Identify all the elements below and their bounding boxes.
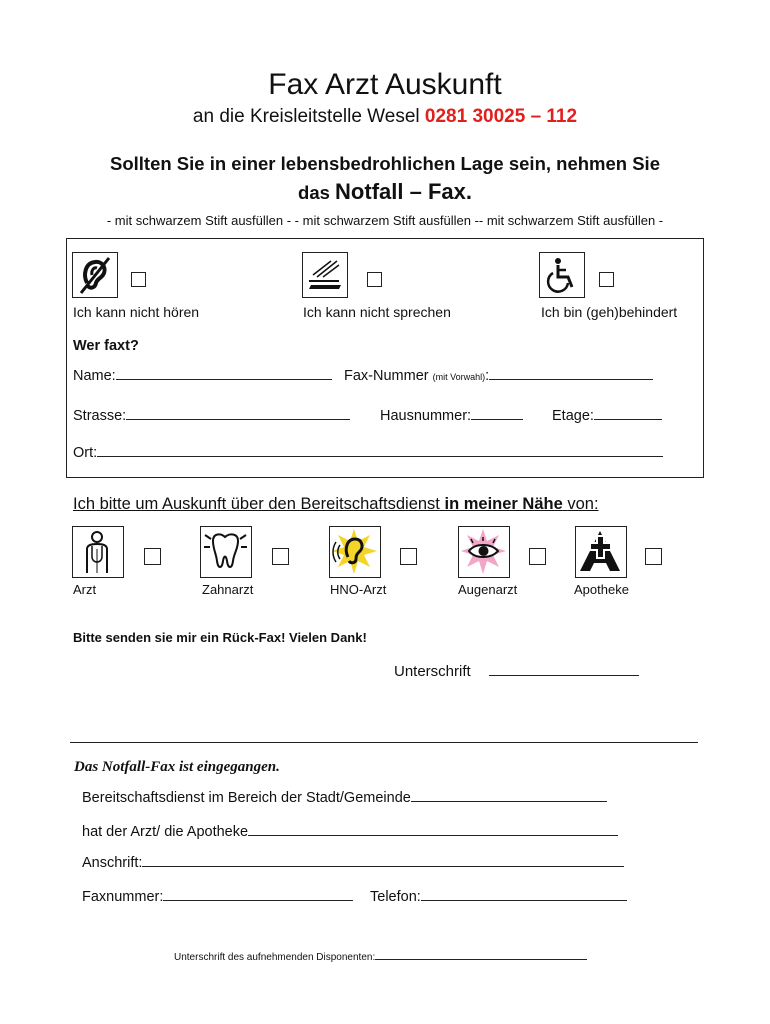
- subtitle-prefix: an die Kreisleitstelle Wesel: [192, 106, 420, 127]
- reply-text: Bitte senden sie mir ein Rück-Fax! Vielen Dank!: [73, 630, 367, 645]
- warning-big: Notfall – Fax: [335, 179, 466, 204]
- page-subtitle: [0, 106, 770, 128]
- sender-fax-field[interactable]: [344, 366, 653, 384]
- hearing-label: Ich kann nicht hören: [73, 304, 200, 320]
- sender-fax-colon: :: [485, 368, 490, 384]
- tooth-label: Zahnarzt: [202, 582, 254, 597]
- warning-line2: [40, 178, 730, 207]
- name-line[interactable]: [116, 366, 332, 380]
- house-field[interactable]: [380, 406, 523, 424]
- divider: [70, 742, 698, 743]
- ear-label: HNO-Arzt: [330, 582, 387, 597]
- name-field[interactable]: [73, 366, 332, 384]
- hearing-impaired-icon: [72, 252, 118, 298]
- signature-field[interactable]: [394, 662, 639, 680]
- address-line[interactable]: [142, 853, 624, 867]
- address-field[interactable]: [82, 853, 624, 871]
- dispatcher-line[interactable]: [375, 950, 587, 960]
- speech-label: Ich kann nicht sprechen: [303, 304, 451, 320]
- street-field[interactable]: [73, 406, 350, 424]
- dispatcher-field[interactable]: [174, 950, 587, 963]
- tooth-icon: [200, 526, 252, 578]
- service-area-line[interactable]: [411, 788, 607, 802]
- eye-label: Augenarzt: [458, 582, 518, 597]
- phone-label: Telefon:: [370, 889, 421, 905]
- pharmacy-label: Apotheke: [574, 582, 629, 597]
- city-field[interactable]: [73, 443, 663, 461]
- request-heading: [73, 495, 599, 514]
- doctor-icon: [72, 526, 124, 578]
- floor-label: Etage:: [552, 408, 594, 424]
- office-fax-line[interactable]: [163, 887, 353, 901]
- city-line[interactable]: [97, 443, 663, 457]
- warning-line1: Sollten Sie in einer lebensbedrohlichen Lage sein, nehmen Sie: [109, 153, 660, 174]
- eye-icon: [458, 526, 510, 578]
- received-heading: Das Notfall-Fax ist eingegangen.: [74, 759, 280, 775]
- request-prefix: Ich bitte um Auskunft über den Bereitschaftsdienst: [73, 495, 440, 513]
- sender-fax-line[interactable]: [489, 366, 653, 380]
- pharmacy-icon: [575, 526, 627, 578]
- ear-icon: [329, 526, 381, 578]
- service-area-label: Bereitschaftsdienst im Bereich der Stadt/Gemeinde: [82, 790, 411, 806]
- wheelchair-checkbox[interactable]: [599, 272, 614, 287]
- phone-field[interactable]: [370, 887, 627, 905]
- request-bold: in meiner Nähe: [444, 495, 563, 513]
- doctor-assigned-label: hat der Arzt/ die Apotheke: [82, 824, 249, 840]
- street-label: Strasse:: [73, 408, 127, 424]
- floor-line[interactable]: [594, 406, 662, 420]
- name-label: Name:: [73, 368, 116, 384]
- floor-field[interactable]: [552, 406, 662, 424]
- phone-line[interactable]: [421, 887, 627, 901]
- pharmacy-checkbox[interactable]: [645, 548, 662, 565]
- speech-checkbox[interactable]: [367, 272, 382, 287]
- fax-number: 0281 30025 – 112: [424, 106, 578, 127]
- address-label: Anschrift:: [82, 855, 143, 871]
- warning-text: [40, 150, 730, 207]
- doctor-field[interactable]: [82, 822, 618, 840]
- request-suffix: von:: [567, 495, 599, 513]
- sender-heading: Wer faxt?: [73, 338, 139, 354]
- ear-checkbox[interactable]: [400, 548, 417, 565]
- speech-impaired-icon: [302, 252, 348, 298]
- house-line[interactable]: [471, 406, 523, 420]
- wheelchair-icon: [539, 252, 585, 298]
- house-label: Hausnummer:: [380, 408, 472, 424]
- wheelchair-label: Ich bin (geh)behindert: [541, 304, 678, 320]
- tooth-checkbox[interactable]: [272, 548, 289, 565]
- instruction-text: - mit schwarzem Stift ausfüllen - - mit schwarzem Stift ausfüllen -- mit schwarzem Stift ausfüllen -: [106, 213, 664, 228]
- page-title: Fax Arzt Auskunft: [268, 68, 502, 101]
- sender-fax-label: Fax-Nummer: [344, 368, 429, 384]
- sender-fax-hint: (mit Vorwahl): [432, 372, 486, 382]
- service-area-field[interactable]: [82, 788, 607, 806]
- signature-line[interactable]: [489, 662, 639, 676]
- office-fax-label: Faxnummer:: [82, 889, 164, 905]
- doctor-label: Arzt: [73, 582, 97, 597]
- eye-checkbox[interactable]: [529, 548, 546, 565]
- doctor-line[interactable]: [248, 822, 618, 836]
- doctor-checkbox[interactable]: [144, 548, 161, 565]
- dispatcher-label: Unterschrift des aufnehmenden Disponenten:: [174, 952, 376, 963]
- street-line[interactable]: [126, 406, 350, 420]
- warning-das: das: [298, 182, 330, 203]
- office-fax-field[interactable]: [82, 887, 353, 905]
- signature-label: Unterschrift: [394, 663, 471, 680]
- city-label: Ort:: [73, 445, 98, 461]
- warning-dot: .: [465, 179, 472, 204]
- hearing-checkbox[interactable]: [131, 272, 146, 287]
